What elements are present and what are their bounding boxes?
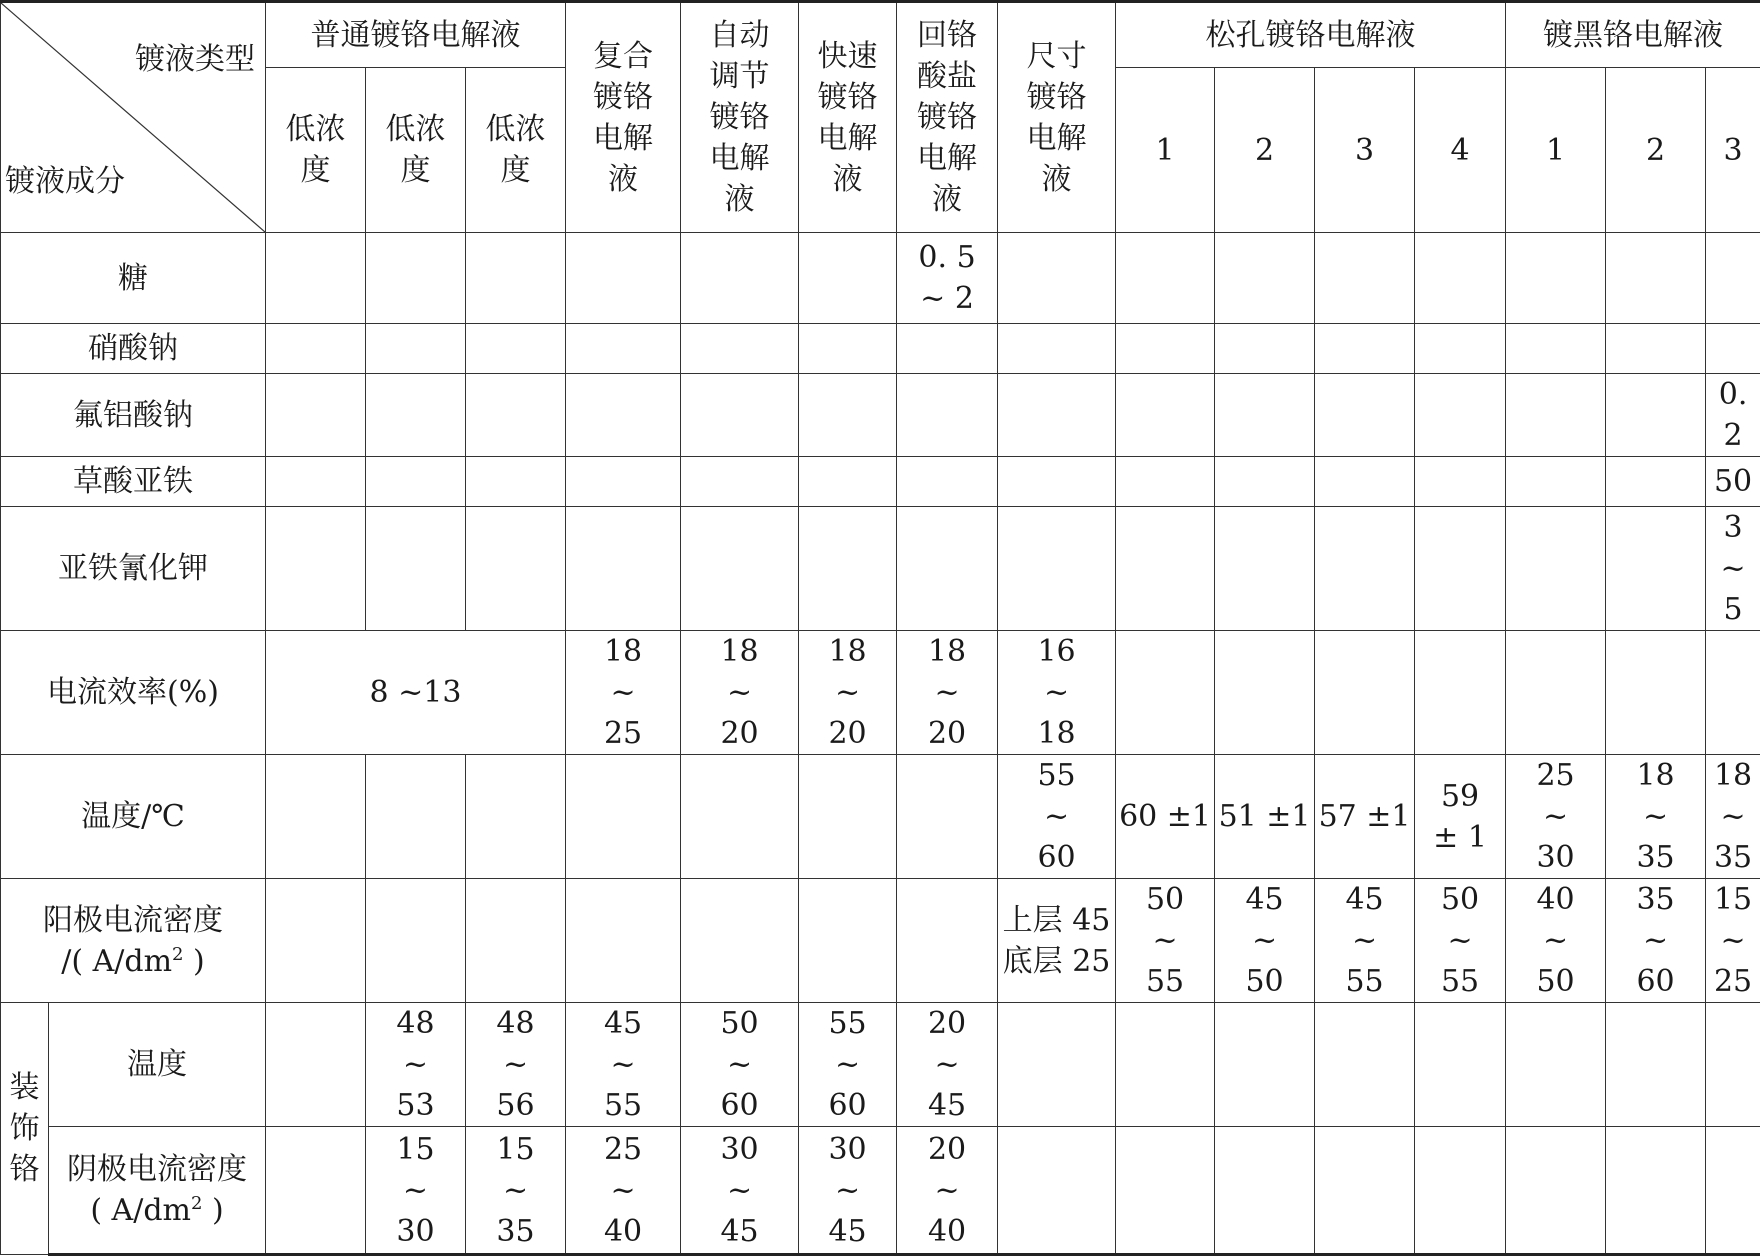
col-group-black: 镀黑铬电解液 <box>1506 2 1760 68</box>
table-row <box>1 374 1760 457</box>
cell-deco-temp-fast: 55 ~ 60 <box>799 1003 897 1127</box>
cell-efficiency-ordinary: 8 ~13 <box>266 631 566 755</box>
cell-deco-cathode-ord2: 15 ~ 30 <box>366 1127 466 1255</box>
cell-deco-cathode-chromate: 20 ~ 40 <box>897 1127 998 1255</box>
row-label-anode-current-density: 阳极电流密度 /( $A/dm^2$ ) <box>1 879 266 1003</box>
cell-ferrocyanide-black3: 3 ~ 5 <box>1706 507 1760 631</box>
cell-anode-porous1: 50 ~ 55 <box>1116 879 1215 1003</box>
col-porous-1: 1 <box>1116 68 1215 233</box>
cell-deco-cathode-composite: 25 ~ 40 <box>566 1127 681 1255</box>
cell-efficiency-composite: 18 ~ 25 <box>566 631 681 755</box>
col-composite: 复合镀铬电解液 <box>566 2 681 233</box>
row-label-decorative-temperature: 温度 <box>49 1003 266 1127</box>
cell-temp-black1: 25 ~ 30 <box>1506 755 1606 879</box>
row-label-temperature: 温度/℃ <box>1 755 266 879</box>
cell-temp-porous4: 59 ± 1 <box>1415 755 1506 879</box>
col-ordinary-3: 低浓度 <box>466 68 566 233</box>
cell-deco-temp-auto: 50 ~ 60 <box>681 1003 799 1127</box>
col-black-2: 2 <box>1606 68 1706 233</box>
col-chromate: 回铬酸盐镀铬电解液 <box>897 2 998 233</box>
cell-anode-black2: 35 ~ 60 <box>1606 879 1706 1003</box>
col-group-porous: 松孔镀铬电解液 <box>1116 2 1506 68</box>
row-label-sodium-nitrate: 硝酸钠 <box>1 324 266 374</box>
cell-anode-black1: 40 ~ 50 <box>1506 879 1606 1003</box>
row-label-cathode-current-density: 阴极电流密度 ( $A/dm^2$ ) <box>49 1127 266 1255</box>
col-ordinary-2: 低浓度 <box>366 68 466 233</box>
row-label-sugar: 糖 <box>1 233 266 324</box>
table-row <box>1 507 1760 631</box>
col-ordinary-1: 低浓度 <box>266 68 366 233</box>
cell-ferrous-oxalate-black3: 50 <box>1706 457 1760 507</box>
col-black-3: 3 <box>1706 68 1760 233</box>
cell-temp-porous2: 51 ±1 <box>1215 755 1315 879</box>
cell-temp-black2: 18 ~ 35 <box>1606 755 1706 879</box>
col-black-1: 1 <box>1506 68 1606 233</box>
header-corner-cell <box>1 2 266 233</box>
col-dimension: 尺寸镀铬电解液 <box>998 2 1116 233</box>
plating-composition-label: 镀液成分 <box>5 161 125 202</box>
cell-efficiency-auto: 18 ~ 20 <box>681 631 799 755</box>
col-porous-2: 2 <box>1215 68 1315 233</box>
cell-deco-temp-chromate: 20 ~ 45 <box>897 1003 998 1127</box>
cell-anode-porous2: 45 ~ 50 <box>1215 879 1315 1003</box>
col-group-ordinary: 普通镀铬电解液 <box>266 2 566 68</box>
cell-anode-porous4: 50 ~ 55 <box>1415 879 1506 1003</box>
cell-deco-cathode-fast: 30 ~ 45 <box>799 1127 897 1255</box>
cell-anode-black3: 15 ~ 25 <box>1706 879 1760 1003</box>
cell-deco-temp-composite: 45 ~ 55 <box>566 1003 681 1127</box>
cell-efficiency-fast: 18 ~ 20 <box>799 631 897 755</box>
table-row <box>1 755 1760 879</box>
row-label-potassium-ferrocyanide: 亚铁氰化钾 <box>1 507 266 631</box>
cell-efficiency-dimension: 16 ~ 18 <box>998 631 1116 755</box>
table-row <box>1 1003 1760 1127</box>
table-row <box>1 233 1760 324</box>
col-fast: 快速镀铬电解液 <box>799 2 897 233</box>
row-label-current-efficiency: 电流效率(%) <box>1 631 266 755</box>
cell-efficiency-chromate: 18 ~ 20 <box>897 631 998 755</box>
col-porous-4: 4 <box>1415 68 1506 233</box>
row-group-decorative-chrome: 装饰铬 <box>1 1003 49 1255</box>
table-row <box>1 457 1760 507</box>
row-label-sodium-fluoroaluminate: 氟铝酸钠 <box>1 374 266 457</box>
table-row <box>1 631 1760 755</box>
cell-deco-cathode-auto: 30 ~ 45 <box>681 1127 799 1255</box>
cell-anode-porous3: 45 ~ 55 <box>1315 879 1415 1003</box>
cell-anode-dimension: 上层 45 底层 25 <box>998 879 1116 1003</box>
row-label-ferrous-oxalate: 草酸亚铁 <box>1 457 266 507</box>
table-row <box>1 1127 1760 1255</box>
col-porous-3: 3 <box>1315 68 1415 233</box>
cell-deco-temp-ord3: 48 ~ 56 <box>466 1003 566 1127</box>
cell-temp-porous3: 57 ±1 <box>1315 755 1415 879</box>
cell-deco-temp-ord2: 48 ~ 53 <box>366 1003 466 1127</box>
cell-fluoroaluminate-black3: 0. 2 <box>1706 374 1760 457</box>
cell-temp-black3: 18 ~ 35 <box>1706 755 1760 879</box>
table-row <box>1 324 1760 374</box>
cell-sugar-chromate: 0. 5 ~ 2 <box>897 233 998 324</box>
plating-type-label: 镀液类型 <box>135 39 255 80</box>
table-row <box>1 879 1760 1003</box>
cell-temp-dimension: 55 ~ 60 <box>998 755 1116 879</box>
cell-temp-porous1: 60 ±1 <box>1116 755 1215 879</box>
col-auto-adjust: 自动调节镀铬电解液 <box>681 2 799 233</box>
cell-deco-cathode-ord3: 15 ~ 35 <box>466 1127 566 1255</box>
